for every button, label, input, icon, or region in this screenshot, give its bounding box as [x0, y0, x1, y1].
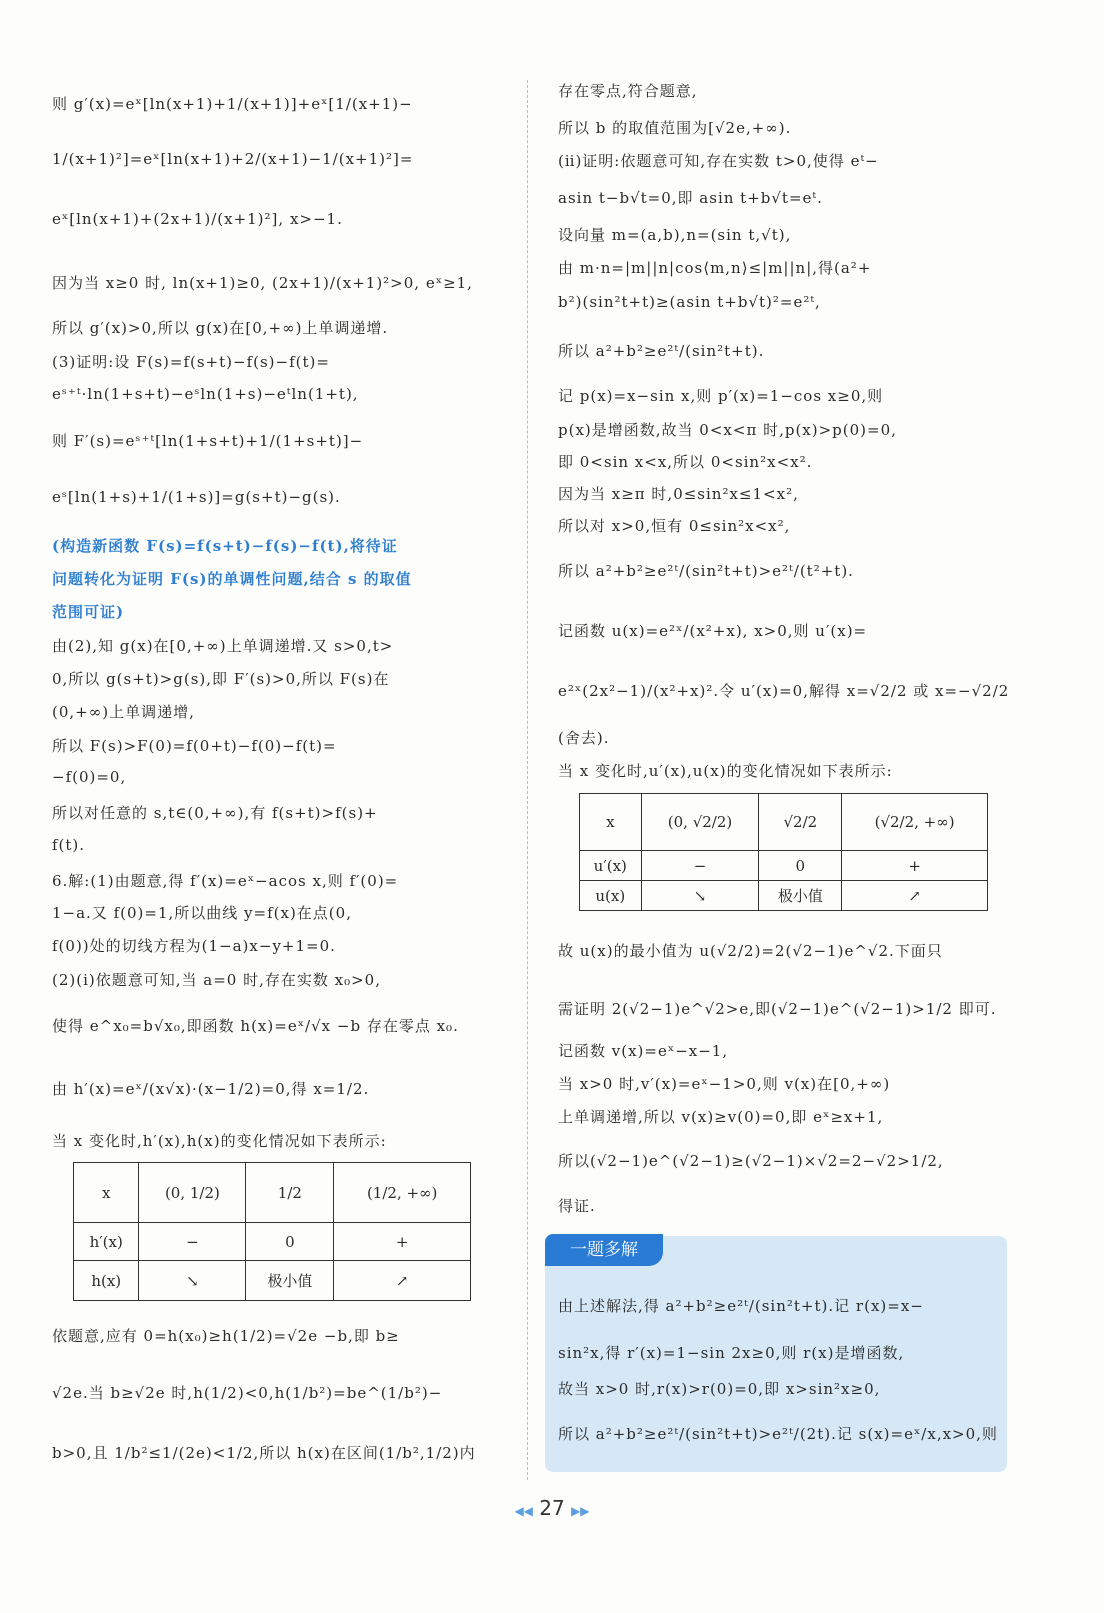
text-line: (2)(ⅰ)依题意可知,当 a=0 时,存在实数 x₀>0,	[52, 971, 381, 989]
table-cell: 极小值	[246, 1261, 334, 1301]
table-cell: ↘	[139, 1261, 246, 1301]
text-line: 上单调递增,所以 v(x)≥v(0)=0,即 eˣ≥x+1,	[558, 1108, 884, 1126]
table-cell: ↗	[842, 881, 988, 911]
text-line: 当 x>0 时,v′(x)=eˣ−1>0,则 v(x)在[0,+∞)	[558, 1075, 891, 1093]
page-number-text: 27	[539, 1496, 565, 1520]
table-cell: (√2/2, +∞)	[842, 794, 988, 851]
table-cell: +	[842, 851, 988, 881]
text-line: asin t−b√t=0,即 asin t+b√t=eᵗ.	[558, 189, 823, 207]
text-line: 1−a.又 f(0)=1,所以曲线 y=f(x)在点(0,	[52, 904, 352, 922]
text-line: 问题转化为证明 F(s)的单调性问题,结合 s 的取值	[52, 570, 412, 588]
table-cell: 0	[246, 1223, 334, 1261]
h-variation-table	[73, 1162, 471, 1301]
text-line: 当 x 变化时,u′(x),u(x)的变化情况如下表所示:	[558, 762, 893, 780]
page-number	[0, 1496, 1104, 1520]
text-line: 0,所以 g(s+t)>g(s),即 F′(s)>0,所以 F(s)在	[52, 670, 390, 688]
text-line: sin²x,得 r′(x)=1−sin 2x≥0,则 r(x)是增函数,	[558, 1344, 905, 1362]
text-line: 则 F′(s)=eˢ⁺ᵗ[ln(1+s+t)+1/(1+s+t)]−	[52, 432, 364, 450]
table-cell: √2/2	[759, 794, 842, 851]
table-cell: −	[139, 1223, 246, 1261]
table-row	[74, 1261, 471, 1301]
text-line: 则 g′(x)=eˣ[ln(x+1)+1/(x+1)]+eˣ[1/(x+1)−	[52, 95, 413, 113]
table-cell: ↘	[641, 881, 759, 911]
text-line: 因为当 x≥0 时, ln(x+1)≥0, (2x+1)/(x+1)²>0, eˣ≥1,	[52, 274, 473, 292]
table-cell: 极小值	[759, 881, 842, 911]
text-line: f(t).	[52, 836, 86, 854]
text-line: 所以 g′(x)>0,所以 g(x)在[0,+∞)上单调递增.	[52, 319, 389, 337]
table-row	[580, 851, 988, 881]
text-line: p(x)是增函数,故当 0<x<π 时,p(x)>p(0)=0,	[558, 421, 897, 439]
text-line: 设向量 m=(a,b),n=(sin t,√t),	[558, 226, 792, 244]
table-cell: x	[580, 794, 642, 851]
table-cell: h′(x)	[74, 1223, 139, 1261]
text-line: 当 x 变化时,h′(x),h(x)的变化情况如下表所示:	[52, 1132, 387, 1150]
text-line: e²ˣ(2x²−1)/(x²+x)².令 u′(x)=0,解得 x=√2/2 或 x=−√2/2	[558, 682, 1010, 700]
text-line: b>0,且 1/b²≤1/(2e)<1/2,所以 h(x)在区间(1/b²,1/2)内	[52, 1444, 476, 1462]
table-cell: h(x)	[74, 1261, 139, 1301]
multi-solution-title: 一题多解	[545, 1234, 663, 1266]
text-line: 由(2),知 g(x)在[0,+∞)上单调递增.又 s>0,t>	[52, 637, 394, 655]
table-cell: u(x)	[580, 881, 642, 911]
text-line: 记 p(x)=x−sin x,则 p′(x)=1−cos x≥0,则	[558, 387, 884, 405]
text-line: 由上述解法,得 a²+b²≥e²ᵗ/(sin²t+t).记 r(x)=x−	[558, 1297, 924, 1315]
table-cell: ↗	[334, 1261, 471, 1301]
text-line: 所以 a²+b²≥e²ᵗ/(sin²t+t)>e²ᵗ/(2t).记 s(x)=eˣ/x,x>0,则	[558, 1425, 998, 1443]
text-line: 1/(x+1)²]=eˣ[ln(x+1)+2/(x+1)−1/(x+1)²]=	[52, 150, 414, 168]
table-row	[580, 794, 988, 851]
table-row	[74, 1163, 471, 1223]
text-line: eˢ[ln(1+s)+1/(1+s)]=g(s+t)−g(s).	[52, 488, 341, 506]
text-line: 依题意,应有 0=h(x₀)≥h(1/2)=√2e −b,即 b≥	[52, 1327, 400, 1345]
text-line: 故当 x>0 时,r(x)>r(0)=0,即 x>sin²x≥0,	[558, 1380, 881, 1398]
prev-arrow-icon: ◀◀	[514, 1504, 533, 1518]
table-cell: +	[334, 1223, 471, 1261]
text-line: 由 h′(x)=eˣ/(x√x)·(x−1/2)=0,得 x=1/2.	[52, 1080, 370, 1098]
text-line: 所以 F(s)>F(0)=f(0+t)−f(0)−f(t)=	[52, 737, 337, 755]
text-line: 因为当 x≥π 时,0≤sin²x≤1<x²,	[558, 485, 799, 503]
text-line: 存在零点,符合题意,	[558, 82, 698, 100]
text-line: (3)证明:设 F(s)=f(s+t)−f(s)−f(t)=	[52, 353, 330, 371]
table-cell: (0, √2/2)	[641, 794, 759, 851]
text-line: 所以 a²+b²≥e²ᵗ/(sin²t+t).	[558, 342, 765, 360]
text-line: (0,+∞)上单调递增,	[52, 703, 195, 721]
text-line: 即 0<sin x<x,所以 0<sin²x<x².	[558, 453, 813, 471]
text-line: f(0))处的切线方程为(1−a)x−y+1=0.	[52, 937, 336, 955]
table-cell: x	[74, 1163, 139, 1223]
text-line: 故 u(x)的最小值为 u(√2/2)=2(√2−1)e^√2.下面只	[558, 942, 943, 960]
text-line: (ⅱ)证明:依题意可知,存在实数 t>0,使得 eᵗ−	[558, 152, 879, 170]
table-row	[580, 881, 988, 911]
text-line: 范围可证)	[52, 603, 125, 621]
text-line: 6.解:(1)由题意,得 f′(x)=eˣ−acos x,则 f′(0)=	[52, 872, 399, 890]
table-row	[74, 1223, 471, 1261]
text-line: 所以对任意的 s,t∈(0,+∞),有 f(s+t)>f(s)+	[52, 804, 378, 822]
table-cell: u′(x)	[580, 851, 642, 881]
text-line: eˢ⁺ᵗ·ln(1+s+t)−eˢln(1+s)−eᵗln(1+t),	[52, 385, 359, 403]
text-line: 由 m·n=|m||n|cos⟨m,n⟩≤|m||n|,得(a²+	[558, 259, 872, 277]
text-line: 得证.	[558, 1197, 596, 1215]
text-line: 所以 a²+b²≥e²ᵗ/(sin²t+t)>e²ᵗ/(t²+t).	[558, 562, 854, 580]
text-line: 记函数 u(x)=e²ˣ/(x²+x), x>0,则 u′(x)=	[558, 622, 868, 640]
text-line: 使得 e^x₀=b√x₀,即函数 h(x)=eˣ/√x −b 存在零点 x₀.	[52, 1017, 459, 1035]
text-line: √2e.当 b≥√2e 时,h(1/2)<0,h(1/b²)=be^(1/b²)−	[52, 1384, 443, 1402]
text-line: 所以对 x>0,恒有 0≤sin²x<x²,	[558, 517, 791, 535]
next-arrow-icon: ▶▶	[571, 1504, 590, 1518]
text-line: (舍去).	[558, 729, 610, 747]
text-line: 需证明 2(√2−1)e^√2>e,即(√2−1)e^(√2−1)>1/2 即可.	[558, 1000, 997, 1018]
column-divider	[527, 80, 528, 1480]
text-line: eˣ[ln(x+1)+(2x+1)/(x+1)²], x>−1.	[52, 210, 343, 228]
text-line: 所以 b 的取值范围为[√2e,+∞).	[558, 119, 792, 137]
table-cell: (0, 1/2)	[139, 1163, 246, 1223]
table-cell: −	[641, 851, 759, 881]
table-cell: 0	[759, 851, 842, 881]
text-line: (构造新函数 F(s)=f(s+t)−f(s)−f(t),将待证	[52, 537, 398, 555]
text-line: 记函数 v(x)=eˣ−x−1,	[558, 1042, 729, 1060]
text-line: 所以(√2−1)e^(√2−1)≥(√2−1)×√2=2−√2>1/2,	[558, 1152, 944, 1170]
table-cell: (1/2, +∞)	[334, 1163, 471, 1223]
table-cell: 1/2	[246, 1163, 334, 1223]
text-line: −f(0)=0,	[52, 768, 127, 786]
u-variation-table	[579, 793, 988, 911]
text-line: b²)(sin²t+t)≥(asin t+b√t)²=e²ᵗ,	[558, 293, 821, 311]
